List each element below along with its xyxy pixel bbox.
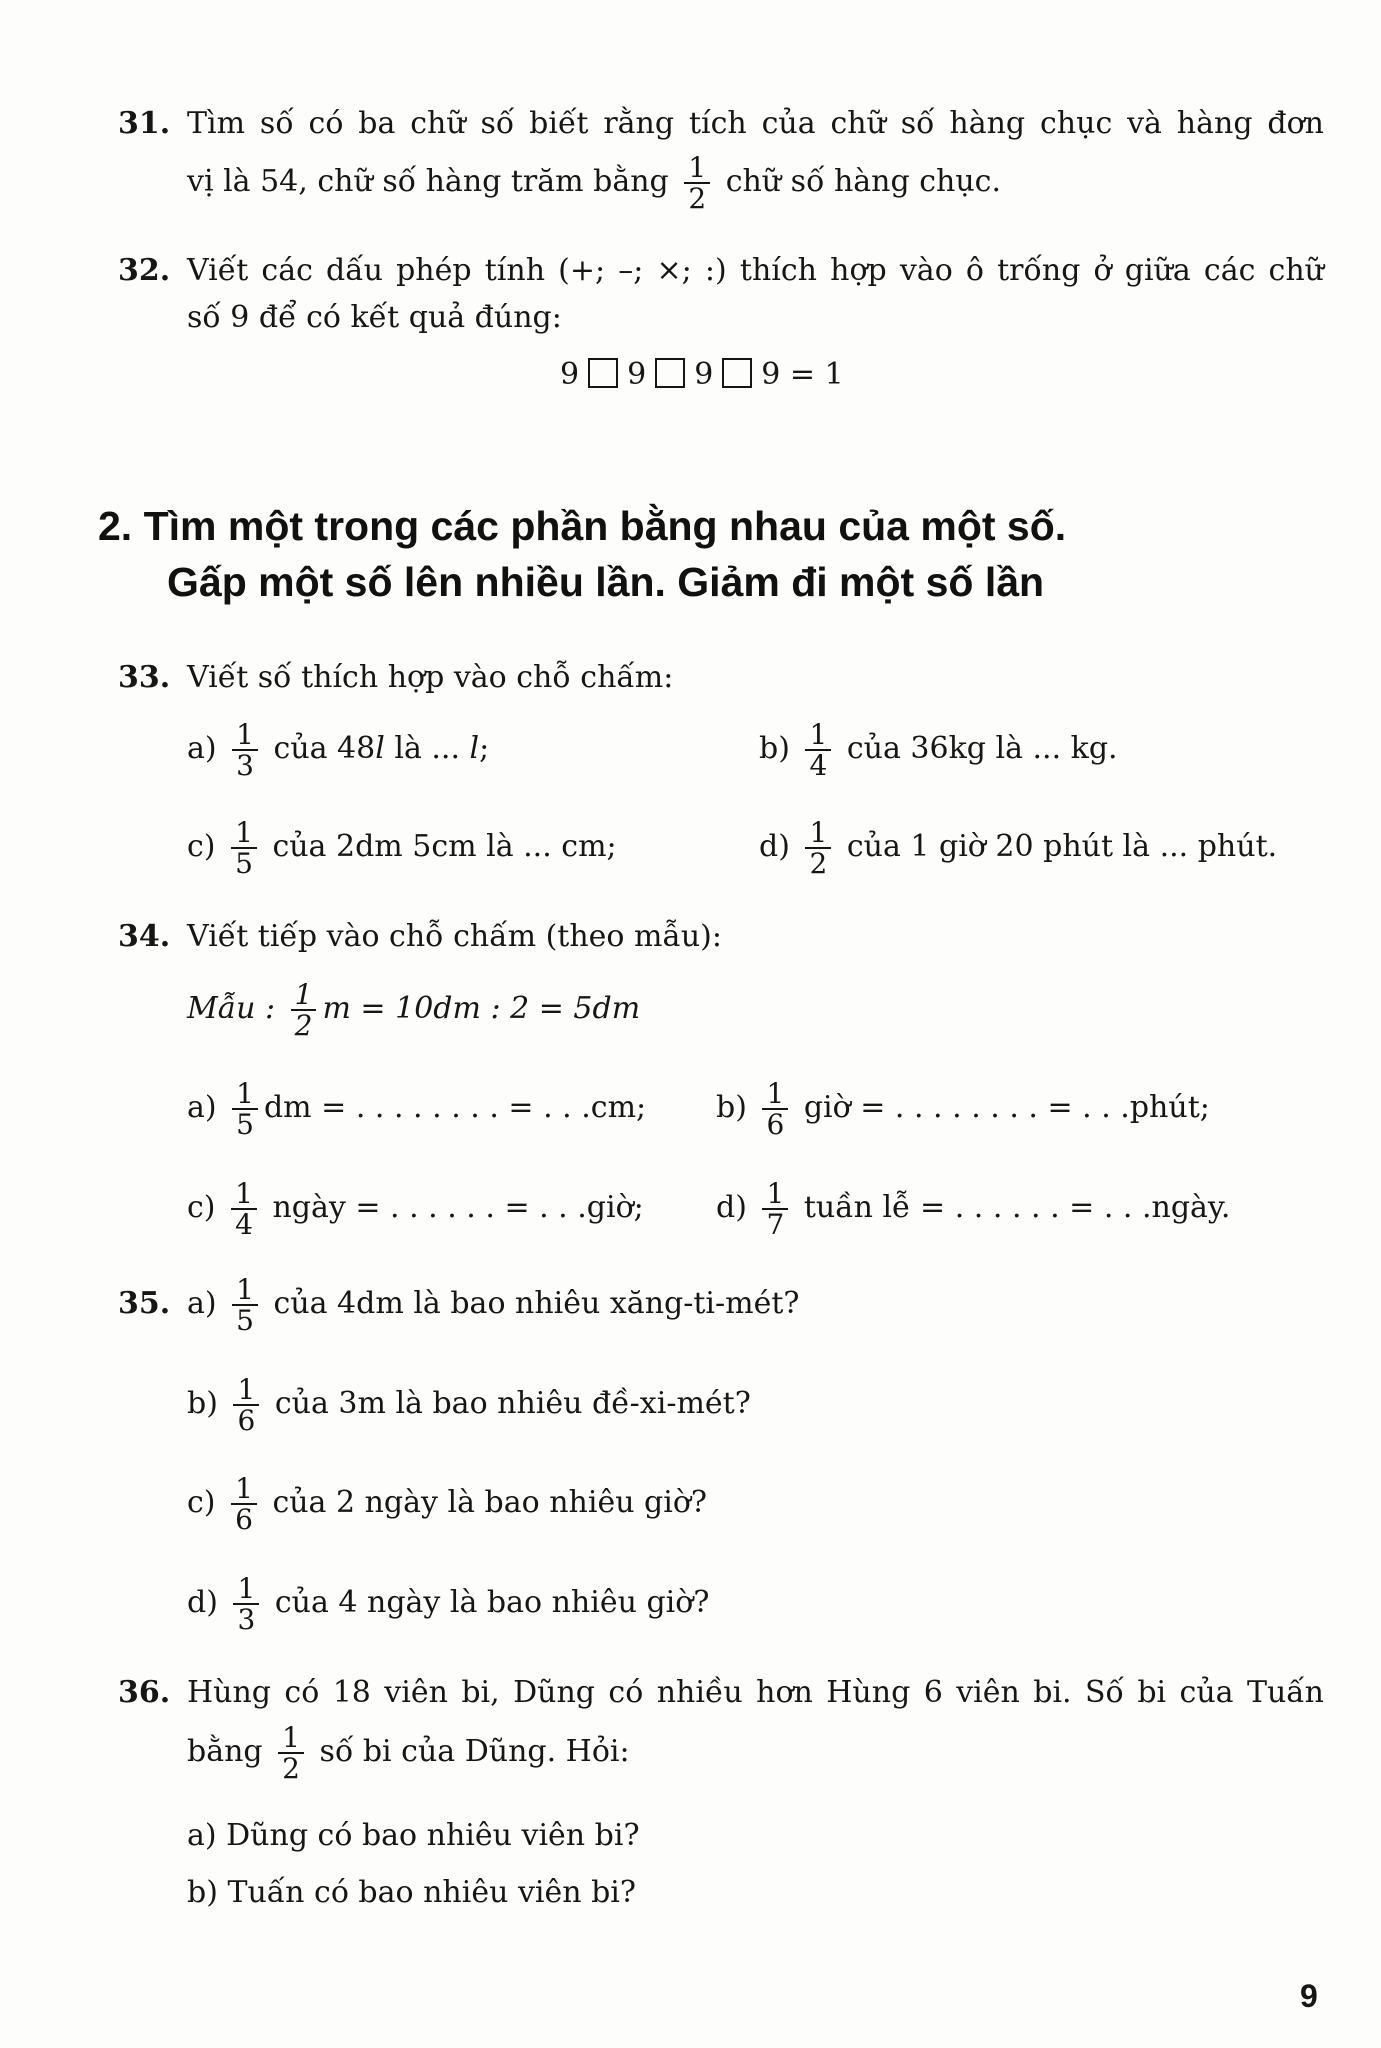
equation-equals: = [789,357,816,392]
equation-digit: 9 [627,357,647,392]
exercise-36-text: bằng [187,1734,263,1769]
exercise-36-line2 [187,1713,630,1793]
fraction [762,1079,788,1139]
item-text: giờ = . . . . . . . . = . . .phút; [803,1090,1210,1125]
item-label: a) [187,731,217,766]
fraction-denominator: 2 [688,182,707,215]
fraction-denominator: 6 [235,1503,253,1536]
fraction-denominator: 4 [235,1208,253,1241]
fraction [805,818,831,878]
fraction [231,1179,257,1239]
exercise-35-number: 35. [118,1286,171,1321]
exercise-35-item-d [187,1564,709,1644]
item-text: của 2 ngày là bao nhiêu giờ? [272,1485,707,1520]
item-text-part: ; [479,731,490,766]
item-text-part: của 48 [273,731,376,766]
exercise-33-prompt [118,638,673,718]
fraction-numerator: 1 [762,1179,788,1210]
exercise-34-item-c [187,1169,644,1249]
item-text: của 2dm 5cm là ... cm; [272,829,617,864]
fraction-denominator: 6 [766,1108,785,1141]
item-label: c) [187,1190,216,1225]
item-label: a) [187,1286,217,1321]
operator-blank-box [722,358,752,388]
item-label: b) [759,731,790,766]
exercise-31-line1: Tìm số có ba chữ số biết rằng tích của chữ số hàng chục và hàng đơn [187,106,1324,141]
exercise-36-number: 36. [118,1675,171,1710]
exercise-34-text: Viết tiếp vào chỗ chấm (theo mẫu): [187,919,722,954]
fraction-numerator: 1 [291,980,317,1011]
exercise-34-item-b [716,1069,1210,1149]
unit-liter: l [469,731,480,766]
page-number: 9 [1300,1978,1318,2014]
fraction-numerator: 1 [232,1275,258,1306]
exercise-32-equation [560,335,844,415]
fraction [278,1723,304,1783]
exercise-32-text: số 9 để có kết quả đúng: [187,300,562,335]
exercise-31-text: chữ số hàng chục. [725,164,1002,199]
operator-blank-box [588,358,618,388]
exercise-34-item-a [187,1069,646,1149]
section-heading-line1: 2. Tìm một trong các phần bằng nhau của một số. [98,503,1067,549]
fraction-numerator: 1 [232,1079,258,1110]
fraction-denominator: 6 [237,1404,256,1437]
item-label: b) [187,1386,218,1421]
exercise-33-item-d [759,808,1277,888]
section-heading-line2: Gấp một số lên nhiều lần. Giảm đi một số lần [167,559,1045,605]
fraction [233,1375,259,1435]
item-label: d) [716,1190,747,1225]
fraction [762,1179,788,1239]
exercise-34-item-d [716,1169,1230,1249]
fraction-denominator: 4 [809,749,828,782]
exercise-36-line1: Hùng có 18 viên bi, Dũng có nhiều hơn Hùng 6 viên bi. Số bi của Tuấn [187,1675,1324,1710]
equation-result: 1 [824,357,844,392]
fraction-numerator: 1 [762,1079,788,1110]
equation-digit: 9 [694,357,714,392]
fraction-denominator: 2 [809,847,828,880]
exercise-33-item-c [187,808,617,888]
question-text: b) Tuấn có bao nhiêu viên bi? [187,1875,636,1910]
fraction [233,1574,259,1634]
item-text: của 4dm là bao nhiêu xăng-ti-mét? [273,1286,800,1321]
exercise-33-item-a [187,710,489,790]
exercise-33-item-b [759,710,1118,790]
item-text: tuần lễ = . . . . . . = . . .ngày. [803,1190,1231,1225]
item-text: dm = . . . . . . . . = . . .cm; [263,1090,647,1125]
exercise-34-example [187,970,640,1050]
exercise-34-prompt [118,897,722,977]
exercise-33-text: Viết số thích hợp vào chỗ chấm: [187,660,674,695]
fraction-numerator: 1 [805,720,831,751]
item-label: b) [716,1090,747,1125]
fraction-numerator: 1 [231,1179,257,1210]
exercise-35-item-a [118,1265,799,1345]
item-text [274,731,490,766]
fraction [231,818,257,878]
fraction-numerator: 1 [805,818,831,849]
item-label: c) [187,829,216,864]
exercise-34-number: 34. [118,919,171,954]
fraction-denominator: 5 [236,1304,254,1337]
fraction [291,980,317,1040]
exercise-32-number: 32. [118,253,171,288]
item-text: của 3m là bao nhiêu đề-xi-mét? [274,1386,751,1421]
fraction-denominator: 5 [236,1108,254,1141]
item-text-part: là ... [384,731,470,766]
fraction-numerator: 1 [232,720,258,751]
item-label: d) [187,1585,218,1620]
fraction [231,1474,257,1534]
item-text: của 4 ngày là bao nhiêu giờ? [274,1585,710,1620]
exercise-36-text: số bi của Dũng. Hỏi: [319,1734,630,1769]
item-text: của 1 giờ 20 phút là ... phút. [846,829,1278,864]
unit-liter: l [375,731,385,766]
fraction [805,720,831,780]
exercise-36-question-b [187,1853,636,1933]
fraction-denominator: 3 [236,749,254,782]
exercise-35-item-b [187,1365,751,1445]
fraction [232,720,258,780]
fraction-denominator: 2 [282,1752,300,1785]
fraction-denominator: 2 [294,1009,313,1042]
exercise-32-line2 [187,278,562,358]
fraction-denominator: 3 [237,1603,256,1636]
fraction-numerator: 1 [233,1375,259,1406]
exercise-32-line1: Viết các dấu phép tính (+; –; ×; :) thích hợp vào ô trống ở giữa các chữ [187,253,1324,288]
fraction-numerator: 1 [684,153,710,184]
question-text: a) Dũng có bao nhiêu viên bi? [187,1818,640,1853]
equation-digit: 9 [761,357,781,392]
item-label: c) [187,1485,216,1520]
fraction [232,1275,258,1335]
fraction-numerator: 1 [231,1474,257,1505]
fraction-denominator: 7 [766,1208,785,1241]
item-label: d) [759,829,790,864]
exercise-31-text: vị là 54, chữ số hàng trăm bằng [187,164,669,199]
exercise-31-line2 [187,143,1001,223]
fraction-numerator: 1 [233,1574,259,1605]
operator-blank-box [655,358,685,388]
equation-digit: 9 [560,357,580,392]
exercise-35-item-c [187,1464,707,1544]
fraction [684,153,710,213]
item-text: của 36kg là ... kg. [846,731,1118,766]
item-text: ngày = . . . . . . = . . .giờ; [272,1190,644,1225]
exercise-33-number: 33. [118,660,171,695]
item-label: a) [187,1090,217,1125]
fraction [232,1079,258,1139]
example-label: Mẫu : [187,991,276,1026]
fraction-numerator: 1 [278,1723,304,1754]
fraction-numerator: 1 [231,818,257,849]
example-text: m = 10dm : 2 = 5dm [322,991,641,1026]
exercise-31-number: 31. [118,106,171,141]
fraction-denominator: 5 [235,847,253,880]
